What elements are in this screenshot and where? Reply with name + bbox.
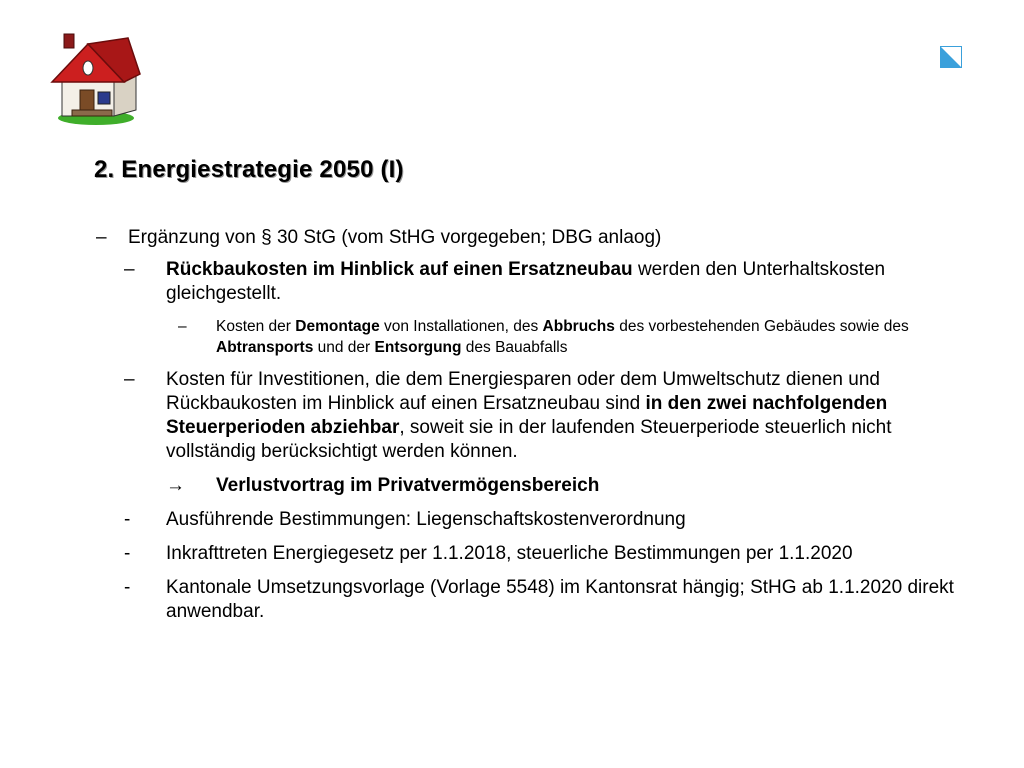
hyphen-item-text: Kantonale Umsetzungsvorlage (Vorlage 5548) im Kantonsrat hängig; StHG ab 1.1.2020 direkt anwendbar. bbox=[166, 577, 954, 622]
bold-text-segment: Demontage bbox=[295, 318, 380, 335]
house-icon bbox=[44, 30, 144, 130]
hyphen-item bbox=[94, 508, 974, 532]
dash-marker: – bbox=[178, 318, 187, 335]
bullet-text bbox=[128, 227, 661, 248]
hyphen-item-text: Inkrafttreten Energiegesetz per 1.1.2018, steuerliche Bestimmungen per 1.1.2020 bbox=[166, 543, 853, 564]
hyphen-marker: - bbox=[124, 577, 131, 598]
text-segment: , soweit sie in der laufenden Steuerperiode steuerlich nicht vollständig berücksichtigt werden können. bbox=[166, 417, 892, 462]
bold-text-segment: Abtransports bbox=[216, 339, 314, 356]
bullet-item bbox=[94, 226, 974, 250]
dash-marker: – bbox=[124, 369, 135, 390]
hyphen-item bbox=[94, 542, 974, 566]
bold-text-segment: Rückbaukosten im Hinblick auf einen Ersatzneubau bbox=[166, 259, 633, 280]
text-segment: Ergänzung von § 30 StG (vom StHG vorgegeben; DBG anlaog) bbox=[128, 227, 662, 248]
conclusion-line bbox=[94, 474, 974, 498]
slide-content bbox=[94, 226, 974, 634]
bullet-text bbox=[166, 369, 892, 462]
slide-title: 2. Energiestrategie 2050 (I) bbox=[94, 156, 404, 183]
corner-logo-icon bbox=[940, 46, 962, 68]
text-segment: Kosten der bbox=[216, 318, 296, 335]
hyphen-marker: - bbox=[124, 543, 131, 564]
bold-text-segment: in den zwei nachfolgenden Steuerperioden abziehbar bbox=[166, 393, 888, 438]
text-segment: von Installationen, des bbox=[379, 318, 543, 335]
dash-marker: – bbox=[124, 259, 135, 280]
bullet-text bbox=[216, 318, 909, 356]
bullet-item bbox=[94, 368, 974, 464]
bold-text-segment: Abbruchs bbox=[542, 318, 615, 335]
arrow-icon: → bbox=[166, 475, 185, 496]
text-segment: des vorbestehenden Gebäudes sowie des bbox=[614, 318, 909, 335]
bold-text-segment: Entsorgung bbox=[374, 339, 462, 356]
text-segment: und der bbox=[313, 339, 375, 356]
conclusion-text: Verlustvortrag im Privatvermögensbereich bbox=[216, 475, 600, 496]
dash-marker: – bbox=[96, 227, 107, 248]
bullet-text bbox=[166, 259, 885, 304]
text-segment: werden den Unterhaltskosten gleichgestellt. bbox=[166, 259, 886, 304]
bullet-item bbox=[94, 258, 974, 306]
sub-bullet-item bbox=[94, 316, 974, 358]
text-segment: Kosten für Investitionen, die dem Energiesparen oder dem Umweltschutz dienen und Rückbaukosten im Hinblick auf einen Ersatzneubau sind bbox=[166, 369, 880, 414]
hyphen-item bbox=[94, 576, 974, 624]
text-segment: des Bauabfalls bbox=[461, 339, 568, 356]
hyphen-item-text: Ausführende Bestimmungen: Liegenschaftskostenverordnung bbox=[166, 509, 686, 530]
hyphen-marker: - bbox=[124, 509, 131, 530]
